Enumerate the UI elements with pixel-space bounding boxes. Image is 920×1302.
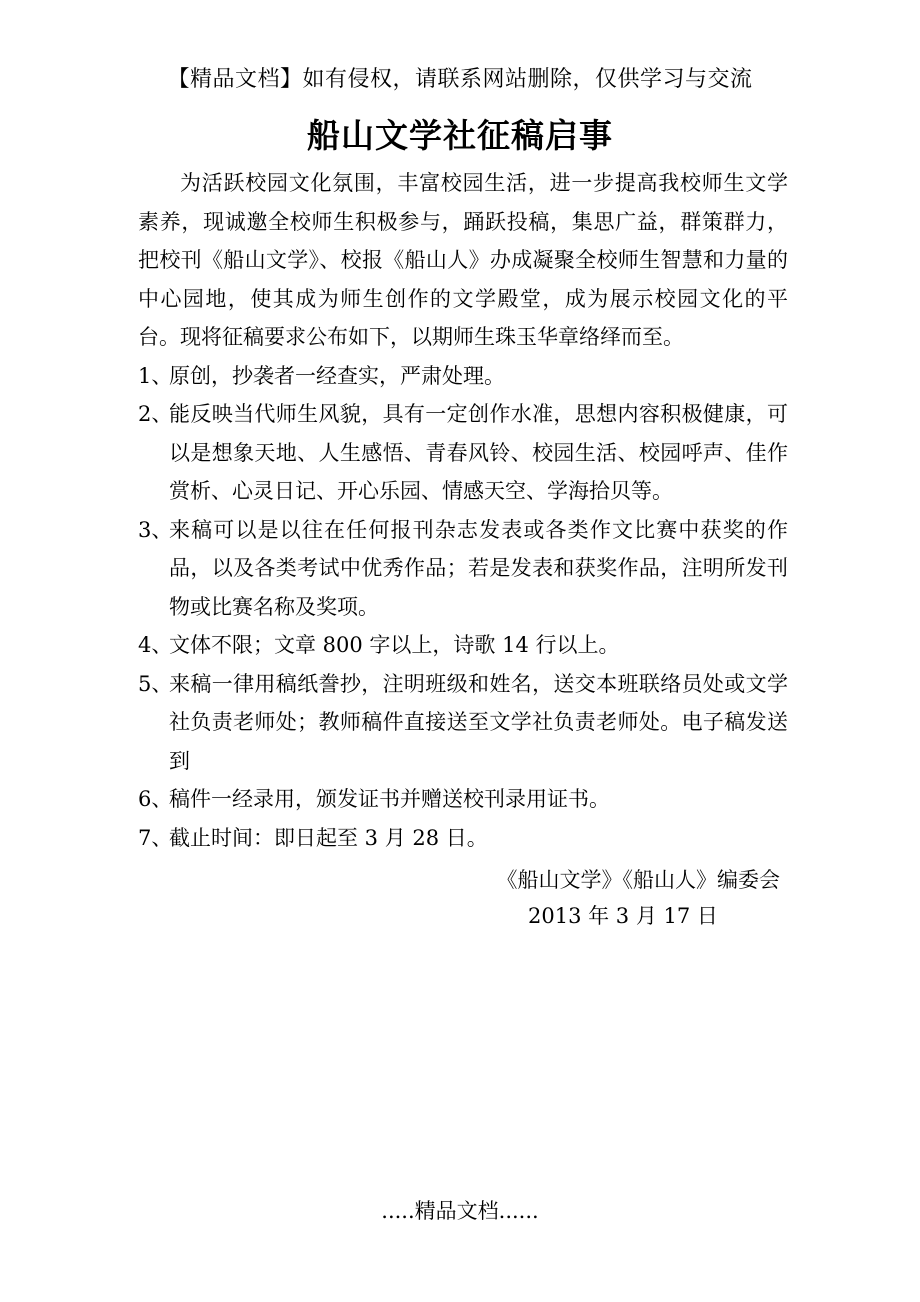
list-item-text: 来稿可以是以往在任何报刊杂志发表或各类作文比赛中获奖的作品，以及各类考试中优秀作品；若是发表和获奖作品，注明所发刊物或比赛名称及奖项。 [169,517,788,619]
intro-paragraph: 为活跃校园文化氛围，丰富校园生活，进一步提高我校师生文学素养，现诚邀全校师生积极参与，踊跃投稿，集思广益，群策群力，把校刊《船山文学》、校报《船山人》办成凝聚全校师生智慧和力量的中心园地，使其成为师生创作的文学殿堂，成为展示校园文化的平台。现将征稿要求公布如下，以期师生珠玉华章络绎而至。 [138,171,788,349]
document-title: 船山文学社征稿启事 [307,116,613,155]
list-item-number: 3、 [138,517,173,542]
list-item-number: 6、 [138,787,173,811]
list-item-text: 来稿一律用稿纸誊抄，注明班级和姓名，送交本班联络员处或文学社负责老师处；教师稿件直接送至文学社负责老师处。电子稿发送到 [169,671,788,773]
list-item-number: 5、 [138,671,173,696]
document-body [138,164,788,857]
signature: 《船山文学》《船山人》编委会 [496,868,780,892]
list-item-text: 文体不限；文章 800 字以上，诗歌 14 行以上。 [169,633,620,657]
footer-note: .....精品文档...... [381,1199,539,1223]
header-note: 【精品文档】如有侵权，请联系网站删除，仅供学习与交流 [167,67,753,92]
list-item-number: 7、 [138,825,173,850]
list-item [138,780,788,819]
list-item [138,819,788,858]
list-item-text: 能反映当代师生风貌，具有一定创作水准，思想内容积极健康，可以是想象天地、人生感悟、青春风铃、校园生活、校园呼声、佳作赏析、心灵日记、开心乐园、情感天空、学海拾贝等。 [169,402,788,503]
list-item [138,665,788,781]
list-item [138,511,788,627]
list-item [138,357,788,396]
list-item-text: 截止时间：即日起至 3 月 28 日。 [169,825,488,850]
list-item-number: 4、 [138,633,173,657]
requirements-list [138,357,788,858]
list-item-number: 2、 [138,402,173,426]
list-item-number: 1、 [138,363,173,388]
list-item [138,395,788,511]
list-item [138,626,788,665]
issue-date: 2013 年 3 月 17 日 [528,904,718,928]
list-item-text: 稿件一经录用，颁发证书并赠送校刊录用证书。 [169,787,610,811]
list-item-text: 原创，抄袭者一经查实，严肃处理。 [169,363,505,388]
